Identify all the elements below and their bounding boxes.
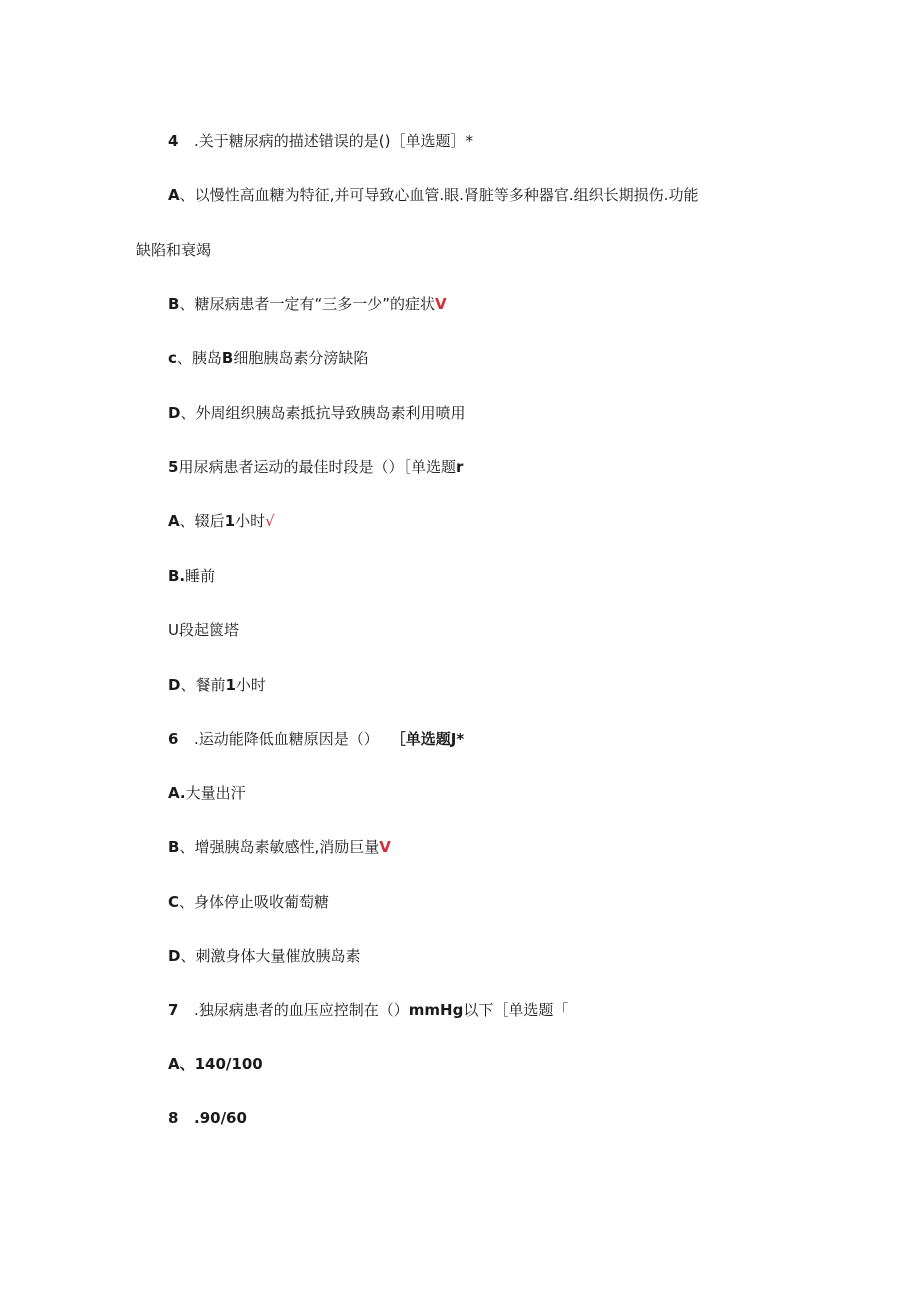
option-text: U段起篋塔 xyxy=(168,621,239,639)
q6-option-c xyxy=(168,892,329,912)
q5-option-a xyxy=(168,511,275,531)
question-unit: mmHg xyxy=(408,1001,464,1019)
q5-option-c xyxy=(168,620,239,640)
option-label: A xyxy=(168,186,180,204)
option-text: 、增强胰岛素敏感性,消励巨量 xyxy=(179,838,380,856)
option-text: 大量出汗 xyxy=(185,784,246,802)
question-tail: r xyxy=(455,458,464,476)
option-text: 小时 xyxy=(235,512,266,530)
option-text-continued: 缺陷和衰竭 xyxy=(136,241,212,259)
question-text: .独尿病患者的血压应控制在（） xyxy=(194,1001,409,1019)
option-label: D xyxy=(168,676,181,694)
q6-option-d xyxy=(168,946,360,966)
option-text: 、刺激身体大量催放胰岛素 xyxy=(180,947,361,965)
option-text: 、糖尿病患者一定有“三多一少”的症状 xyxy=(179,295,435,313)
option-label: B. xyxy=(168,567,186,585)
option-label: D xyxy=(168,404,181,422)
q5-option-d xyxy=(168,675,266,695)
q7-option-a xyxy=(168,1054,263,1074)
q4-option-a-continuation xyxy=(136,240,211,260)
option-text: 、辍后 xyxy=(179,512,225,530)
question-6 xyxy=(168,729,464,749)
option-label: B xyxy=(168,295,180,313)
question-tail: ［单选题 xyxy=(390,730,451,748)
question-text: 用尿病患者运动的最佳时段是（）［单选题 xyxy=(178,458,456,476)
option-label: B xyxy=(168,838,180,856)
option-text: 细胞胰岛素分滂缺陷 xyxy=(233,349,369,367)
option-label: c xyxy=(168,349,177,367)
question-7 xyxy=(168,1000,568,1020)
question-text: .90/60 xyxy=(194,1109,247,1127)
question-number: 6 xyxy=(168,730,179,748)
question-text: 以下［单选题「 xyxy=(463,1001,569,1019)
option-text-bold: 1 xyxy=(224,512,236,530)
question-number: 7 xyxy=(168,1001,179,1019)
option-text: 小时 xyxy=(235,676,266,694)
q4-option-a xyxy=(168,185,698,205)
option-text: 、140/100 xyxy=(179,1055,263,1073)
option-text: 、以慢性高血糖为特征,并可导致心血管.眼.肾脏等多种器官.组织长期损伤.功能 xyxy=(179,186,699,204)
option-text: 、餐前 xyxy=(180,676,226,694)
q6-option-a xyxy=(168,783,246,803)
option-label: C xyxy=(168,893,180,911)
question-number: 5 xyxy=(168,458,179,476)
option-text: 、胰岛 xyxy=(176,349,222,367)
option-label: D xyxy=(168,947,181,965)
option-text-bold: B xyxy=(221,349,234,367)
q6-option-b xyxy=(168,837,391,857)
question-number: 8 xyxy=(168,1109,179,1127)
q5-option-b xyxy=(168,566,215,586)
question-text: .运动能降低血糖原因是（） xyxy=(194,730,379,748)
q4-option-d xyxy=(168,403,465,423)
question-number: 4 xyxy=(168,132,179,150)
option-label: A xyxy=(168,1055,180,1073)
correct-check-icon: V xyxy=(379,838,391,856)
question-tail: J* xyxy=(450,730,465,748)
question-8 xyxy=(168,1108,247,1128)
option-label: A xyxy=(168,512,180,530)
correct-check-icon: √ xyxy=(265,512,275,530)
option-text: 、身体停止吸收葡萄糖 xyxy=(179,893,330,911)
question-5 xyxy=(168,457,463,477)
q4-option-c xyxy=(168,348,368,368)
q4-option-b xyxy=(168,294,447,314)
correct-check-icon: V xyxy=(434,295,447,313)
question-text: .关于糖尿病的描述错误的是()［单选题］* xyxy=(194,132,473,150)
option-text: 、外周组织胰岛素抵抗导致胰岛素利用喷用 xyxy=(180,404,466,422)
question-4 xyxy=(168,131,473,151)
option-text-bold: 1 xyxy=(225,676,236,694)
option-label: A. xyxy=(168,784,186,802)
option-text: 睡前 xyxy=(185,567,216,585)
